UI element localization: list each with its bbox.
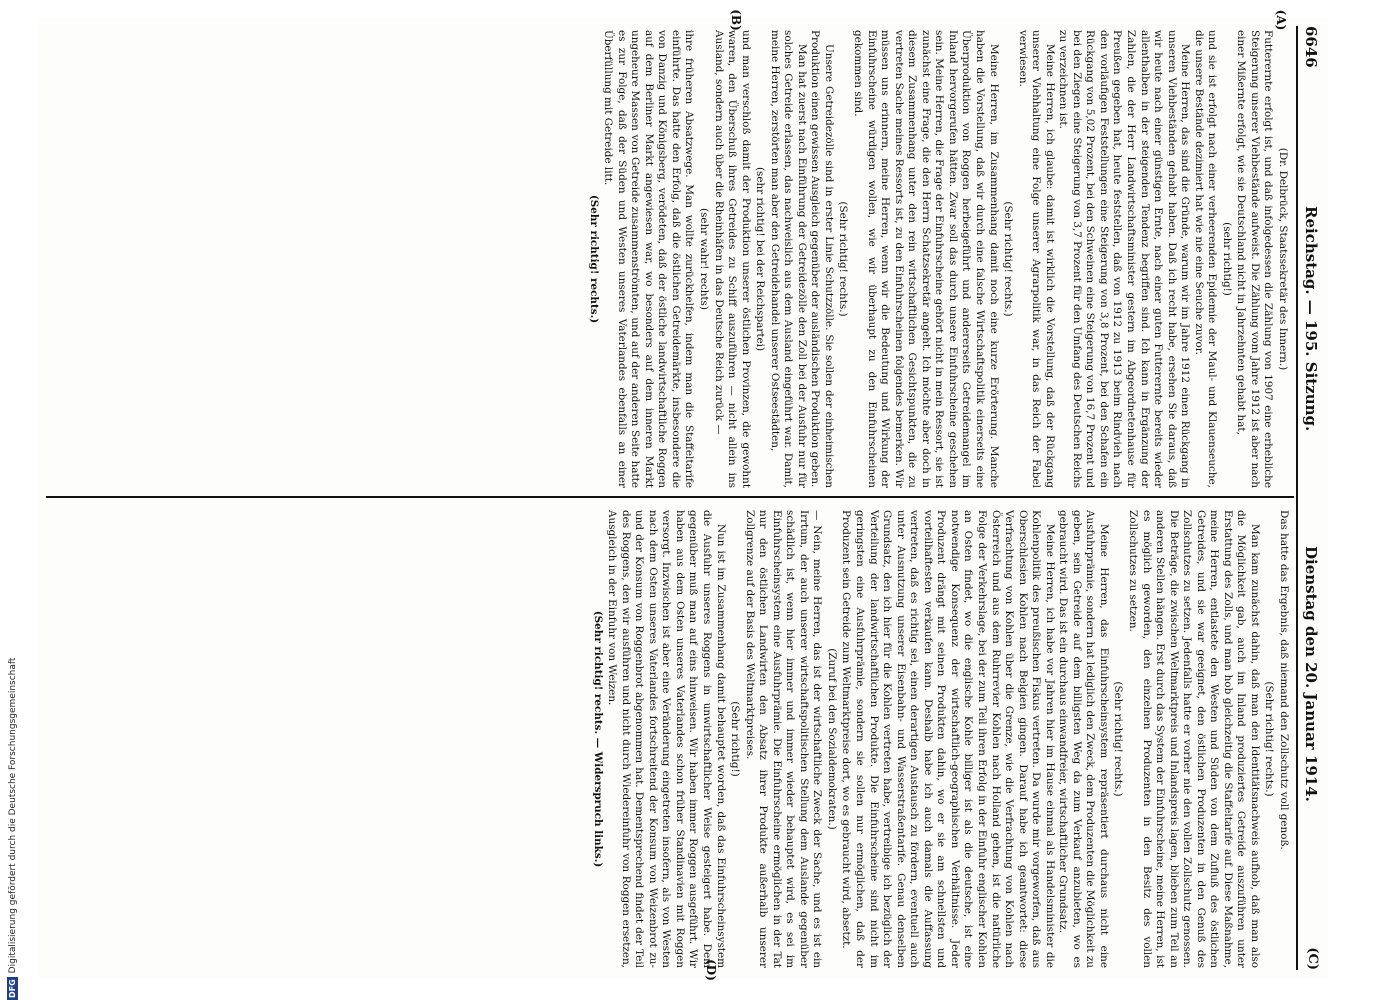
paragraph: Nun ist im Zusammenhang damit behauptet worden, daß das Einfuhrscheinsystem die Ausfuhr unseres Roggens in unwirtschaftlicher Weise gesteigert habe. Dem gegenüber muß man auf eins hinweisen. Wir haben immer Roggen ausgeführt. Wir haben aus dem Osten unseres Vaterlandes schon früher Standinavien mit Roggen versorgt. Inzwischen ist aber eine Veränderung eingetreten insofern, als von Westen nach dem Osten unseres Vaterlandes fortschreitend der Konsum von Weizenbrot zu- und der Konsum von Roggenbrot abgenommen hat. Dementsprechend findet der Teil des Roggens, den wir ausführen und nicht durch Wiedereinfuhr von Roggen ersetzen, Ausgleich in der Einfuhr von Weizen. bbox=[606, 510, 727, 968]
session-date: Dienstag den 20. Januar 1914. bbox=[1302, 546, 1320, 802]
left-column bbox=[48, 30, 1290, 488]
margin-marker-a: (A) bbox=[1274, 9, 1288, 31]
paragraph: Meine Herren, das Einfuhrscheinsystem repräsentiert durchaus nicht eine Ausfuhrprämie, sondern hat lediglich den Zweck, dem Produzenten die Möglichkeit zu geben, sein Getreide auf dem billigsten Weg da zum Verkauf anzubieten, wo es gebraucht wird. Das ist ein durchaus einwandfreier, wirtschaftlicher Grundsatz. bbox=[1057, 510, 1110, 968]
scanned-page bbox=[38, 9, 1328, 981]
interjection: (Zuruf bei den Sozialdemokraten.) bbox=[825, 648, 838, 830]
interjection: (sehr richtig! bei der Reichspartei) bbox=[754, 166, 767, 352]
interjection: (Sehr richtig! rechts.) bbox=[837, 201, 850, 317]
right-column bbox=[48, 510, 1290, 968]
paragraph: Meine Herren, das sind die Gründe, warum wir im Jahre 1912 einen Rückgang in unseren Viehbeständen gehabt haben. Daß ich recht habe, ersehen Sie daraus, daß wir heute nach einer günstigen Ernte, nach einer guten Futterernte bereits wieder allenthalben in der steigenden Tendenz begriffen sind. Ich kann in Ergänzung der Zahlen, die der Herr Landwirtschaftsminister gestern im Abgeordnetenhause für Preußen gegeben hat, heute feststellen, daß von 1912 zu 1913 beim Rindvieh nach den vorläufigen Feststellungen eine Steigerung von 3,8 Prozent, bei den Schafen ein Rückgang von 5,02 Prozent, bei den Schweinen eine Steigerung von 16,7 Prozent und bei den Ziegen eine Steigerung von 3,7 Prozent für den Umfang des Deutschen Reichs zu verzeichnen ist. bbox=[1057, 30, 1192, 488]
running-head bbox=[1296, 26, 1320, 970]
paragraph: Das hatte das Ergebnis, daß niemand den Zollschutz voll genoß. bbox=[1278, 510, 1290, 850]
paragraph: — Nein, meine Herren, das ist der wirtschaftliche Zweck der Sache, und es ist ein Irrtum, der auch unserer wirtschaftspolitischen Stellung dem Auslande gegenüber schädlich ist, wenn hier immer und immer wieder behauptet wird, es sei im Einfuhrscheinsystem eine Ausfuhrprämie. Die Einfuhrscheine ermöglichen in der Tat nur den östlichen Landwirten den Absatz ihrer Produkte außerhalb unserer Zollgrenze auf der Basis des Weltmarktpreises. bbox=[743, 510, 824, 968]
paragraph: Meine Herren, ich glaube: damit ist wirklich die Vorstellung, daß der Rückgang unserer Viehhaltung eine Folge unserer Agrarpolitik war, in das Reich der Fabel verwiesen. bbox=[1016, 30, 1056, 488]
interjection: (Sehr richtig!) bbox=[729, 701, 742, 777]
interjection: (sehr richtig!) bbox=[1220, 222, 1233, 296]
session-title: Reichstag. — 195. Sitzung. bbox=[1302, 206, 1320, 432]
dfg-logo-icon: DFG bbox=[8, 979, 17, 998]
paragraph: und sie ist erfolgt nach einer verheerenden Epidemie der Maul- und Klauenseuche, die unsere Bestände dezimiert hat wie nie eine Seuche zuvor. bbox=[1192, 30, 1219, 488]
interjection: (Sehr richtig! rechts.) bbox=[1112, 681, 1125, 797]
paragraph: Meine Herren, ich habe vor Jahren hier im Hause einmal als Handelsminister die Kohlenpolitik des preußischen Fiskus vertreten. Da wurde mir vorgeworfen, daß aus Oberschlesien Kohlen nach Belgien gingen. Darauf habe ich geantwortet: diese Verfrachtung von Kohlen über die Grenze, wie die Verfrachtung von Kohlen nach Österreich und aus dem Ruhrrevier Kohlen nach Holland gehen, ist die natürliche Folge der Verkehrslage, bei der zum Teil ihren Erfolg in der Einfuhr englischer Kohlen an Osten findet, wo die englische Kohle billiger ist als die deutsche, ist eine notwendige Konsequenz der wirtschaftlich-geographischen Verhältnisse. Jeder Produzent drängt mit seinen Produkten dahin, wo er sie am schnellsten und vorteilhaftesten verkaufen kann. Deshalb habe ich auch damals die Auffassung vertreten, daß es richtig sei, einen derartigen Austausch zu fördern, eventuell auch unter Ausnutzung unserer Eisenbahn- und Wasserstraßentarife. Genau denselben Grundsatz, den ich hier für die Kohlen vertreten habe, vertreibige ich bezüglich der Verteilung der landwirtschaftlichen Produkte. Die Einfuhrscheine sind nicht im geringsten eine Ausfuhrprämie, sondern sie sollen nur ermöglichen, daß der Produzent sein Getreide zum Weltmarktpreise dort, wo es gebraucht wird, absetzt. bbox=[840, 510, 1056, 968]
margin-marker-d: (D) bbox=[704, 959, 718, 981]
paragraph: ihre früheren Absatzwege. Man wollte zurückhelfen, indem man die Staffeltarife einführte. Das hatte den Erfolg, daß die östlichen Getreidemärkte, insbesondere die von Danzig und Königsberg, verödeten, daß der östliche landwirtschaftliche Roggen auf dem Berliner Markt angewiesen war, wo besonders auf dem inneren Markt ungeheure Massen von Getreide zusammenströmten, und auf der anderen Seite hatte es zur Folge, daß der Süden und Westen unseres Vaterlandes ebenfalls an einer Überfüllung mit Getreide litt. bbox=[602, 30, 696, 488]
paragraph: Man hat zuerst nach Einführung der Getreidezölle den Zoll bei der Ausfuhr nur für solches Getreide erlassen, das nachweislich aus dem Ausland eingeführt war. Damit, meine Herren, zerstörten man aber den Getreidehandel unserer Ostseestädten, bbox=[768, 30, 808, 488]
interjection: (Sehr richtig! rechts.) bbox=[1002, 201, 1015, 317]
digitization-note bbox=[6, 0, 20, 1000]
speaker-line: (Dr. Delbrück, Staatssekretär des Innern.) bbox=[1277, 147, 1289, 371]
interjection: (sehr wahr! rechts) bbox=[698, 208, 711, 310]
digitization-text: Digitalisierung gefördert durch die Deutsche Forschungsgemeinschaft bbox=[8, 657, 18, 974]
margin-marker-b: (B) bbox=[729, 9, 743, 31]
interjection: (Sehr richtig! rechts.) bbox=[1263, 681, 1276, 797]
page-number: 6646 bbox=[1302, 26, 1320, 68]
paragraph: Meine Herren, im Zusammenhang damit noch eine kurze Erörterung. Manche haben die Vorstellung, daß wir durch eine falsche Wirtschaftspolitik einerseits eine Überproduktion von Roggen herbeigeführt und andererseits Getreidemangel im Inland hervorgerufen hätten. Zwar soll das durch unsere Einfuhrscheine geschehen sein. Meine Herren, die Frage der Einfuhrscheine gehört nicht in mein Ressort, sie ist zunächst eine Frage, die den Herrn Schatzsekretär angeht. Ich möchte aber doch in diesem Zusammenhang unter den rein wirtschaftlichen Gesichtspunkten, die zu vertreten Sache meines Ressorts ist, zu den Einfuhrscheinen folgendes bemerken. Wir müssen uns erinnern, meine Herren, wenn wir die Bedeutung und Wirkung der Einfuhrscheine würdigen wollen, wie wir überhaupt zu den Einfuhrscheinen gekommen sind. bbox=[852, 30, 1000, 488]
paragraph: Unsere Getreidezölle sind in erster Linie Schutzzölle. Sie sollen der einheimischen Produktion einen gewissen Ausgleich gegenüber der ausländischen Produktion geben. bbox=[809, 30, 835, 488]
paragraph: Futterernte erfolgt ist, und daß infolgedessen die Zählung von 1907 eine erhebliche Steigerung unserer Viehbestände aufweist. Die Zählung vom Jahre 1912 ist aber nach einer Mißernte erfolgt, wie sie Deutschland nicht in Jahrzehnten gehabt hat, bbox=[1235, 30, 1275, 488]
paragraph: und man verschloß damit der Produktion unserer östlichen Provinzen, die gewohnt waren, den Überschuß ihres Getreides zu Schiff auszuführen — nicht allein ins Ausland, sondern auch über die Rheinhäfen in das Deutsche Reich zurück — bbox=[712, 30, 752, 488]
column-divider bbox=[46, 496, 1294, 498]
interjection: (Sehr richtig! rechts. — Widerspruch links.) bbox=[591, 610, 604, 868]
margin-marker-head: (C) bbox=[1305, 947, 1320, 970]
paragraph: Man kam zunächst dahin, daß man den Identitätsnachweis aufhob, daß man also die Möglichkeit gab, auch im Inland produziertes Getreide auszuführen unter Erstattung des Zolls, und man hob gleichzeitig die Staffeltarife auf. Diese Maßnahme, meine Herren, entlastete den Westen und Süden von dem Zufluß des östlichen Getreides, und sie war geeignet, den östlichen Produzenten in den Genuß des Zollschutzes zu setzen. Jedenfalls hatte er vorher nie den vollen Zollschutz genossen. Die Beträge, die zwischen Weltmarktpreis und Inlandspreis lagen, blieben zum Teil an anderen Stellen hängen. Erst durch das System der Einfuhrscheine, meine Herren, ist es möglich geworden, den einzelnen Produzenten in den Besitz des vollen Zollschutzes zu setzen. bbox=[1126, 510, 1261, 968]
interjection: (Sehr richtig! rechts.) bbox=[587, 194, 600, 324]
